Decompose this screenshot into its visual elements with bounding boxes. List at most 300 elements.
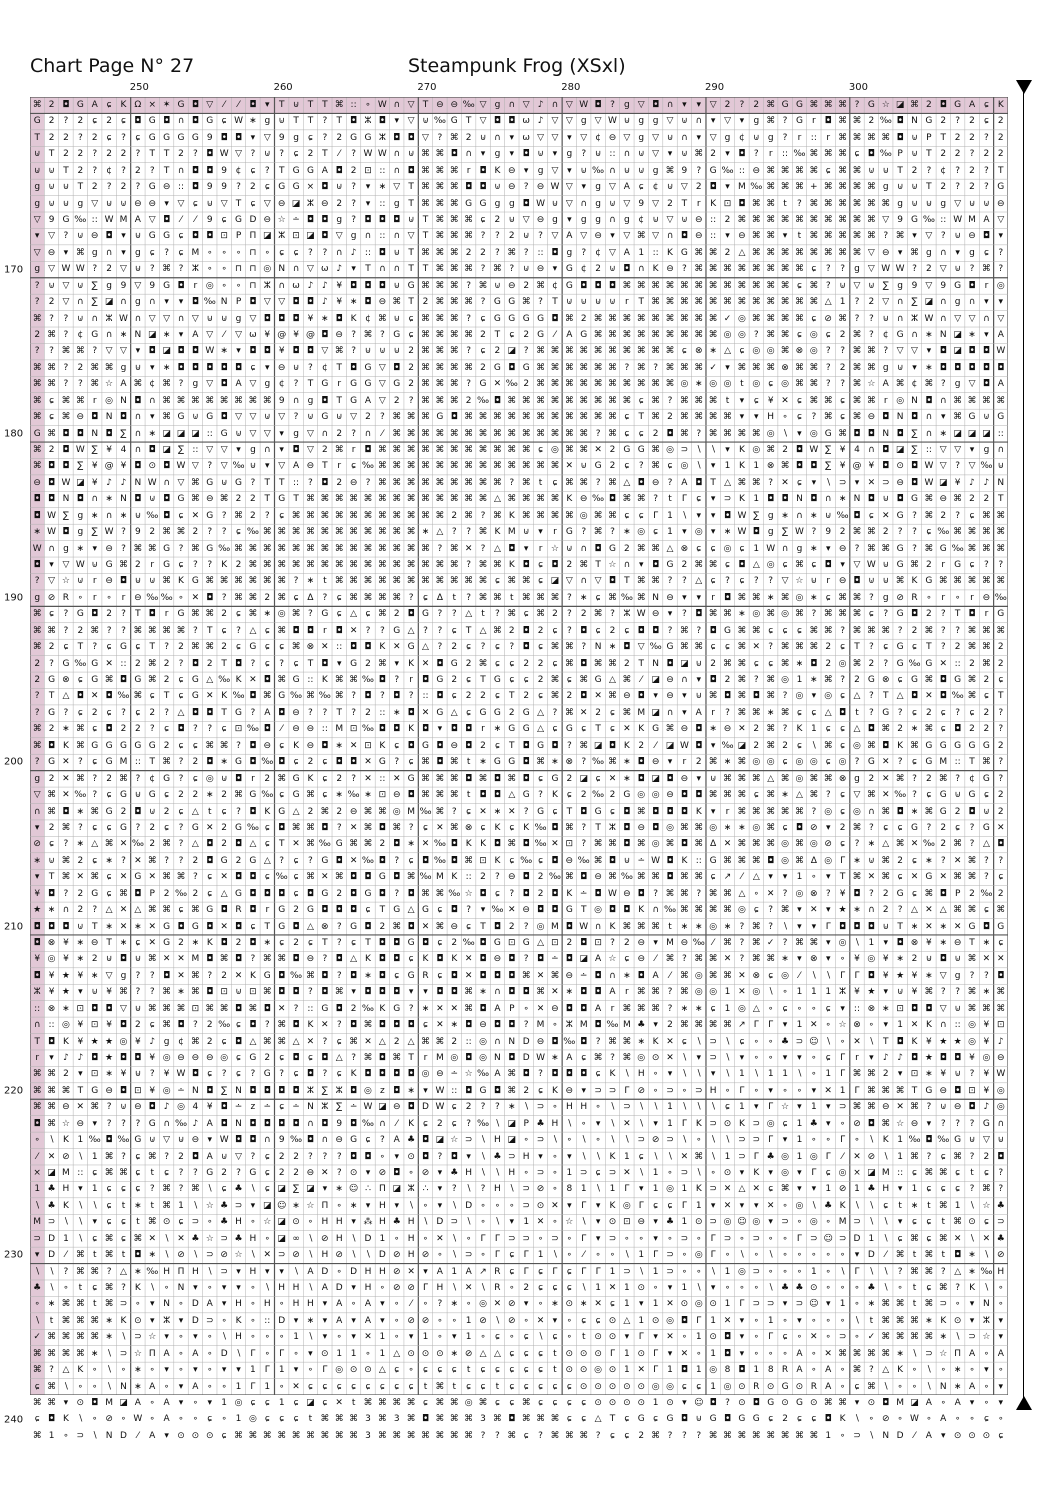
symbol-cell: ? [835, 623, 849, 639]
symbol-cell: ? [821, 360, 835, 376]
symbol-cell: 1 [835, 294, 849, 310]
symbol-cell: ∖ [965, 1231, 979, 1247]
symbol-cell: G [318, 853, 332, 869]
symbol-cell: ◘ [533, 902, 547, 918]
symbol-cell: ◘ [850, 426, 864, 442]
symbol-cell: ⌘ [591, 1050, 605, 1066]
symbol-cell: ◎ [476, 1050, 490, 1066]
symbol-cell: ⌘ [850, 606, 864, 622]
symbol-cell: 1 [720, 458, 734, 474]
symbol-cell: ⁄ [548, 327, 562, 343]
symbol-cell: r [720, 804, 734, 820]
symbol-cell: ɕ [720, 1099, 734, 1115]
symbol-cell: 2 [720, 245, 734, 261]
symbol-cell: r [533, 541, 547, 557]
symbol-cell: ? [864, 311, 878, 327]
symbol-cell: ⌘ [620, 376, 634, 392]
symbol-cell: ∗ [850, 853, 864, 869]
symbol-cell: ★ [102, 1050, 116, 1066]
symbol-cell: ◘ [289, 311, 303, 327]
symbol-cell: ✕ [994, 951, 1008, 967]
symbol-cell: 2 [490, 343, 504, 359]
symbol-cell: M [188, 951, 202, 967]
symbol-cell: ‰ [217, 672, 231, 688]
symbol-cell: W [634, 606, 648, 622]
symbol-cell: ɕ [505, 820, 519, 836]
symbol-cell: ⊍ [390, 343, 404, 359]
symbol-cell: ‰ [533, 820, 547, 836]
symbol-cell: ▽ [620, 228, 634, 244]
symbol-cell: ⌘ [764, 951, 778, 967]
symbol-cell: ⌘ [778, 343, 792, 359]
symbol-cell: G [231, 705, 245, 721]
symbol-cell: ? [778, 113, 792, 129]
symbol-cell: ⌘ [461, 853, 475, 869]
symbol-cell: ▾ [231, 343, 245, 359]
symbol-cell: △ [188, 804, 202, 820]
symbol-cell: ⌘ [922, 1247, 936, 1263]
symbol-cell: ⌘ [332, 869, 346, 885]
symbol-cell: 2 [44, 771, 58, 787]
symbol-cell: ⌘ [749, 623, 763, 639]
symbol-cell: ⌘ [30, 360, 44, 376]
symbol-cell: ◘ [634, 754, 648, 770]
symbol-cell: ∩ [289, 393, 303, 409]
symbol-cell: 2 [88, 951, 102, 967]
symbol-cell: ∘ [203, 245, 217, 261]
symbol-cell: g [332, 212, 346, 228]
symbol-cell: ◎ [835, 1165, 849, 1181]
symbol-cell: T [275, 836, 289, 852]
symbol-cell: ? [203, 524, 217, 540]
symbol-cell: ɕ [44, 836, 58, 852]
symbol-cell: ⌘ [663, 327, 677, 343]
symbol-cell: ∗ [318, 311, 332, 327]
symbol-cell: ɕ [217, 804, 231, 820]
symbol-cell: ◘ [461, 771, 475, 787]
symbol-cell: :: [994, 426, 1008, 442]
symbol-cell: ⊃ [720, 1231, 734, 1247]
symbol-cell: ◘ [346, 113, 360, 129]
symbol-cell: ⌘ [217, 951, 231, 967]
symbol-cell: ⌘ [979, 754, 993, 770]
symbol-cell: ◘ [792, 442, 806, 458]
symbol-cell: ∘ [735, 1231, 749, 1247]
symbol-cell: N [217, 294, 231, 310]
symbol-cell: ∗ [346, 294, 360, 310]
symbol-cell: ɕ [922, 1181, 936, 1197]
symbol-cell: G [159, 278, 173, 294]
symbol-cell: ∩ [994, 1116, 1008, 1132]
symbol-cell: g [879, 590, 893, 606]
symbol-cell: ⌘ [375, 656, 389, 672]
symbol-cell: 2 [533, 656, 547, 672]
symbol-cell: ∖ [605, 1099, 619, 1115]
symbol-cell: ? [735, 919, 749, 935]
symbol-cell: ◘ [116, 409, 130, 425]
symbol-cell: ✕ [346, 623, 360, 639]
symbol-cell: H [562, 1099, 576, 1115]
symbol-cell: ⊖ [102, 1083, 116, 1099]
symbol-cell: 2 [217, 836, 231, 852]
symbol-cell: ‰ [922, 836, 936, 852]
symbol-cell: ▾ [260, 360, 274, 376]
symbol-cell: ? [461, 343, 475, 359]
symbol-cell: ⌘ [461, 294, 475, 310]
symbol-cell: ◎ [994, 1099, 1008, 1115]
symbol-cell: 2 [620, 541, 634, 557]
symbol-cell: ◘ [390, 1066, 404, 1082]
symbol-cell: ▽ [879, 294, 893, 310]
symbol-cell: ‰ [835, 508, 849, 524]
symbol-cell: 9 [131, 524, 145, 540]
symbol-cell: ∖ [778, 919, 792, 935]
symbol-cell: ⌘ [648, 458, 662, 474]
symbol-cell: ◘ [720, 590, 734, 606]
symbol-cell: ¥ [922, 1034, 936, 1050]
symbol-cell: ⊍ [950, 951, 964, 967]
symbol-cell: ? [59, 113, 73, 129]
symbol-cell: 2 [821, 639, 835, 655]
symbol-cell: ✕ [433, 1001, 447, 1017]
symbol-cell: ⊖ [648, 754, 662, 770]
symbol-cell: ⌘ [778, 294, 792, 310]
symbol-cell: G [275, 179, 289, 195]
symbol-cell: ⊃ [706, 1034, 720, 1050]
symbol-cell: ⌘ [850, 590, 864, 606]
symbol-cell: ⌘ [260, 951, 274, 967]
symbol-cell: ◘ [605, 738, 619, 754]
symbol-cell: ⊖ [562, 968, 576, 984]
symbol-cell: ? [447, 804, 461, 820]
symbol-cell: ⌘ [764, 442, 778, 458]
symbol-cell: ? [663, 984, 677, 1000]
symbol-cell: ⁄ [735, 869, 749, 885]
symbol-cell: 2 [677, 557, 691, 573]
symbol-cell: ◘ [246, 97, 260, 113]
symbol-cell: ⌘ [275, 541, 289, 557]
symbol-cell: ∖ [73, 1149, 87, 1165]
symbol-cell: ⊍ [145, 491, 159, 507]
symbol-cell: ⌘ [663, 343, 677, 359]
symbol-cell: ɕ [505, 853, 519, 869]
symbol-cell: ⌘ [418, 393, 432, 409]
symbol-cell: ▾ [706, 508, 720, 524]
symbol-cell: 2 [44, 820, 58, 836]
symbol-cell: ⊍ [907, 146, 921, 162]
symbol-cell: ? [375, 623, 389, 639]
symbol-cell: ⌘ [433, 442, 447, 458]
symbol-cell: 8 [562, 1181, 576, 1197]
symbol-cell: 2 [907, 163, 921, 179]
symbol-cell: G [131, 738, 145, 754]
symbol-cell: ▾ [821, 869, 835, 885]
symbol-cell: ▽ [246, 426, 260, 442]
symbol-cell: 1 [864, 935, 878, 951]
symbol-cell: ɕ [965, 705, 979, 721]
symbol-cell: ⌘ [591, 656, 605, 672]
symbol-cell: ∘ [807, 1050, 821, 1066]
symbol-cell: ⊍ [692, 688, 706, 704]
symbol-cell: ? [950, 984, 964, 1000]
symbol-cell: T [332, 113, 346, 129]
symbol-cell: ɕ [807, 311, 821, 327]
symbol-cell: ∘ [231, 245, 245, 261]
symbol-cell: G [879, 705, 893, 721]
symbol-cell: G [44, 705, 58, 721]
symbol-cell: ⌘ [260, 557, 274, 573]
symbol-cell: ⌘ [361, 836, 375, 852]
symbol-cell: ⌘ [749, 261, 763, 277]
symbol-cell: ▾ [879, 1017, 893, 1033]
symbol-cell: ⌘ [735, 804, 749, 820]
symbol-cell: ⌘ [461, 360, 475, 376]
symbol-cell: ◘ [433, 656, 447, 672]
symbol-cell: ◎ [778, 672, 792, 688]
symbol-cell: ◘ [332, 1001, 346, 1017]
symbol-cell: ▾ [807, 919, 821, 935]
symbol-cell: K [260, 804, 274, 820]
symbol-cell: ▾ [792, 919, 806, 935]
symbol-cell: ɕ [634, 393, 648, 409]
symbol-cell: r [418, 1050, 432, 1066]
symbol-cell: ⌘ [821, 146, 835, 162]
symbol-cell: ▽ [375, 376, 389, 392]
symbol-cell: ⌘ [735, 278, 749, 294]
symbol-cell: ◘ [116, 573, 130, 589]
symbol-cell: 2 [562, 935, 576, 951]
symbol-cell: 2 [217, 1165, 231, 1181]
symbol-cell: ◘ [375, 113, 389, 129]
symbol-cell: T [965, 754, 979, 770]
symbol-cell: ⊘ [418, 1165, 432, 1181]
symbol-cell: ◘ [390, 688, 404, 704]
symbol-cell: t [145, 1198, 159, 1214]
symbol-cell: ⌘ [879, 1116, 893, 1132]
symbol-cell: ∘ [648, 1083, 662, 1099]
symbol-cell: ∖ [605, 1132, 619, 1148]
symbol-cell: ∘ [749, 886, 763, 902]
symbol-cell: ⊍ [505, 212, 519, 228]
symbol-cell: T [835, 869, 849, 885]
symbol-cell: :: [706, 212, 720, 228]
symbol-cell: ∘ [764, 1050, 778, 1066]
symbol-cell: ◘ [361, 278, 375, 294]
symbol-cell: ⌘ [303, 557, 317, 573]
symbol-cell: ◎ [893, 393, 907, 409]
symbol-cell: ⊍ [548, 196, 562, 212]
symbol-cell: G [907, 212, 921, 228]
symbol-cell: ⊖ [605, 130, 619, 146]
symbol-cell: ɕ [533, 573, 547, 589]
symbol-cell: ∘ [792, 1001, 806, 1017]
symbol-cell: ɕ [404, 853, 418, 869]
symbol-cell: ◘ [519, 754, 533, 770]
symbol-cell: ⊖ [692, 228, 706, 244]
symbol-cell: ɕ [490, 639, 504, 655]
symbol-cell: 2 [418, 294, 432, 310]
symbol-cell: K [59, 1034, 73, 1050]
symbol-cell: ◘ [634, 968, 648, 984]
symbol-cell: ▾ [73, 1181, 87, 1197]
symbol-cell: △ [663, 541, 677, 557]
symbol-cell: ɕ [174, 902, 188, 918]
symbol-cell: ? [174, 261, 188, 277]
symbol-cell: ⌘ [749, 935, 763, 951]
symbol-cell: T [303, 656, 317, 672]
symbol-cell: ⊍ [519, 524, 533, 540]
symbol-cell: ∗ [332, 738, 346, 754]
symbol-cell: ⌘ [936, 1231, 950, 1247]
symbol-cell: ɕ [922, 787, 936, 803]
symbol-cell: K [692, 1116, 706, 1132]
symbol-cell: K [548, 787, 562, 803]
symbol-cell: A [979, 212, 993, 228]
symbol-cell: ⌘ [764, 836, 778, 852]
symbol-cell: W [116, 311, 130, 327]
symbol-cell: ⊖ [519, 902, 533, 918]
symbol-cell: ⊍ [131, 1066, 145, 1082]
symbol-cell: ⊖ [73, 409, 87, 425]
symbol-cell: ɕ [332, 590, 346, 606]
symbol-cell: ◘ [447, 146, 461, 162]
symbol-cell: ✕ [174, 1231, 188, 1247]
symbol-cell: 2 [476, 688, 490, 704]
symbol-cell: ɕ [490, 573, 504, 589]
symbol-cell: 2 [577, 787, 591, 803]
symbol-cell: ɕ [260, 820, 274, 836]
symbol-cell: ★ [893, 968, 907, 984]
symbol-cell: ⌘ [864, 228, 878, 244]
symbol-cell: @ [102, 458, 116, 474]
symbol-cell: ◘ [59, 97, 73, 113]
symbol-cell: ◘ [131, 491, 145, 507]
symbol-cell: ⌘ [936, 771, 950, 787]
symbol-cell: G [979, 738, 993, 754]
symbol-cell: ∖ [706, 1099, 720, 1115]
symbol-cell: K [620, 738, 634, 754]
symbol-cell: :: [375, 163, 389, 179]
symbol-cell: ◘ [461, 721, 475, 737]
symbol-cell: 2 [907, 623, 921, 639]
symbol-cell: ¥ [260, 327, 274, 343]
symbol-cell: W [102, 524, 116, 540]
symbol-cell: ∖ [634, 1116, 648, 1132]
symbol-cell: ▾ [361, 179, 375, 195]
symbol-cell: ◘ [203, 705, 217, 721]
symbol-cell: ∩ [548, 97, 562, 113]
symbol-cell: ? [88, 163, 102, 179]
symbol-cell: ◪ [965, 426, 979, 442]
symbol-cell: ? [778, 130, 792, 146]
symbol-cell: ∖ [620, 1132, 634, 1148]
symbol-cell: G [519, 787, 533, 803]
symbol-cell: ∩ [577, 541, 591, 557]
symbol-cell: ▽ [605, 245, 619, 261]
symbol-cell: 1 [893, 1149, 907, 1165]
symbol-cell: ⌘ [59, 393, 73, 409]
symbol-cell: ⌘ [418, 343, 432, 359]
symbol-cell: ▾ [692, 590, 706, 606]
symbol-cell: ∖ [879, 1149, 893, 1165]
symbol-cell: g [116, 360, 130, 376]
symbol-cell: 2 [965, 179, 979, 195]
symbol-cell: ∖ [692, 1099, 706, 1115]
symbol-cell: K [217, 688, 231, 704]
symbol-cell: Γ [620, 1181, 634, 1197]
symbol-cell: 2 [778, 738, 792, 754]
symbol-cell: ⌘ [821, 393, 835, 409]
symbol-cell: ⌘ [361, 804, 375, 820]
symbol-cell: T [260, 491, 274, 507]
symbol-cell: ⌘ [620, 278, 634, 294]
symbol-cell: ▾ [246, 130, 260, 146]
symbol-cell: ✕ [188, 508, 202, 524]
symbol-cell: ɕ [548, 721, 562, 737]
symbol-cell: ◎ [548, 442, 562, 458]
symbol-cell: ‰ [476, 393, 490, 409]
symbol-cell: ⌘ [231, 590, 245, 606]
symbol-cell: ◘ [231, 919, 245, 935]
symbol-cell: :: [706, 228, 720, 244]
symbol-cell: ∗ [102, 919, 116, 935]
symbol-cell: ⌘ [677, 623, 691, 639]
symbol-cell: ▽ [994, 212, 1008, 228]
symbol-cell: 2 [447, 672, 461, 688]
symbol-cell: ⌘ [447, 343, 461, 359]
symbol-cell: ∩ [490, 130, 504, 146]
symbol-cell: ∩ [102, 508, 116, 524]
symbol-cell: 2 [994, 738, 1008, 754]
symbol-cell: ? [346, 196, 360, 212]
symbol-cell: ▾ [677, 705, 691, 721]
symbol-cell: ɕ [260, 869, 274, 885]
symbol-cell: ɕ [706, 869, 720, 885]
symbol-cell: ɕ [275, 1099, 289, 1115]
symbol-cell: ⌘ [994, 902, 1008, 918]
symbol-cell: ‰ [620, 869, 634, 885]
symbol-cell: ∖ [577, 1149, 591, 1165]
symbol-cell: Γ [835, 1050, 849, 1066]
symbol-cell: ▾ [764, 1165, 778, 1181]
symbol-cell: ⊃ [605, 1165, 619, 1181]
symbol-cell: ? [533, 787, 547, 803]
symbol-cell: ◪ [505, 343, 519, 359]
symbol-cell: t [893, 1198, 907, 1214]
symbol-cell: G [950, 672, 964, 688]
symbol-cell: ⌘ [102, 1231, 116, 1247]
symbol-cell: ? [174, 820, 188, 836]
symbol-cell: 9 [203, 212, 217, 228]
symbol-cell: ⊖ [102, 541, 116, 557]
symbol-cell: ? [692, 886, 706, 902]
symbol-cell: 2 [893, 721, 907, 737]
symbol-cell: ▽ [30, 245, 44, 261]
symbol-cell: ◪ [735, 738, 749, 754]
symbol-cell: z [375, 1083, 389, 1099]
symbol-cell: g [764, 508, 778, 524]
symbol-cell: g [131, 245, 145, 261]
symbol-cell: ∆ [433, 590, 447, 606]
symbol-cell: ▽ [116, 261, 130, 277]
symbol-cell: ⌘ [562, 376, 576, 392]
symbol-cell: T [591, 721, 605, 737]
symbol-cell: △ [879, 836, 893, 852]
symbol-cell: ? [490, 869, 504, 885]
symbol-cell: ▽ [404, 97, 418, 113]
symbol-cell: K [835, 1198, 849, 1214]
symbol-cell: ✕ [203, 688, 217, 704]
